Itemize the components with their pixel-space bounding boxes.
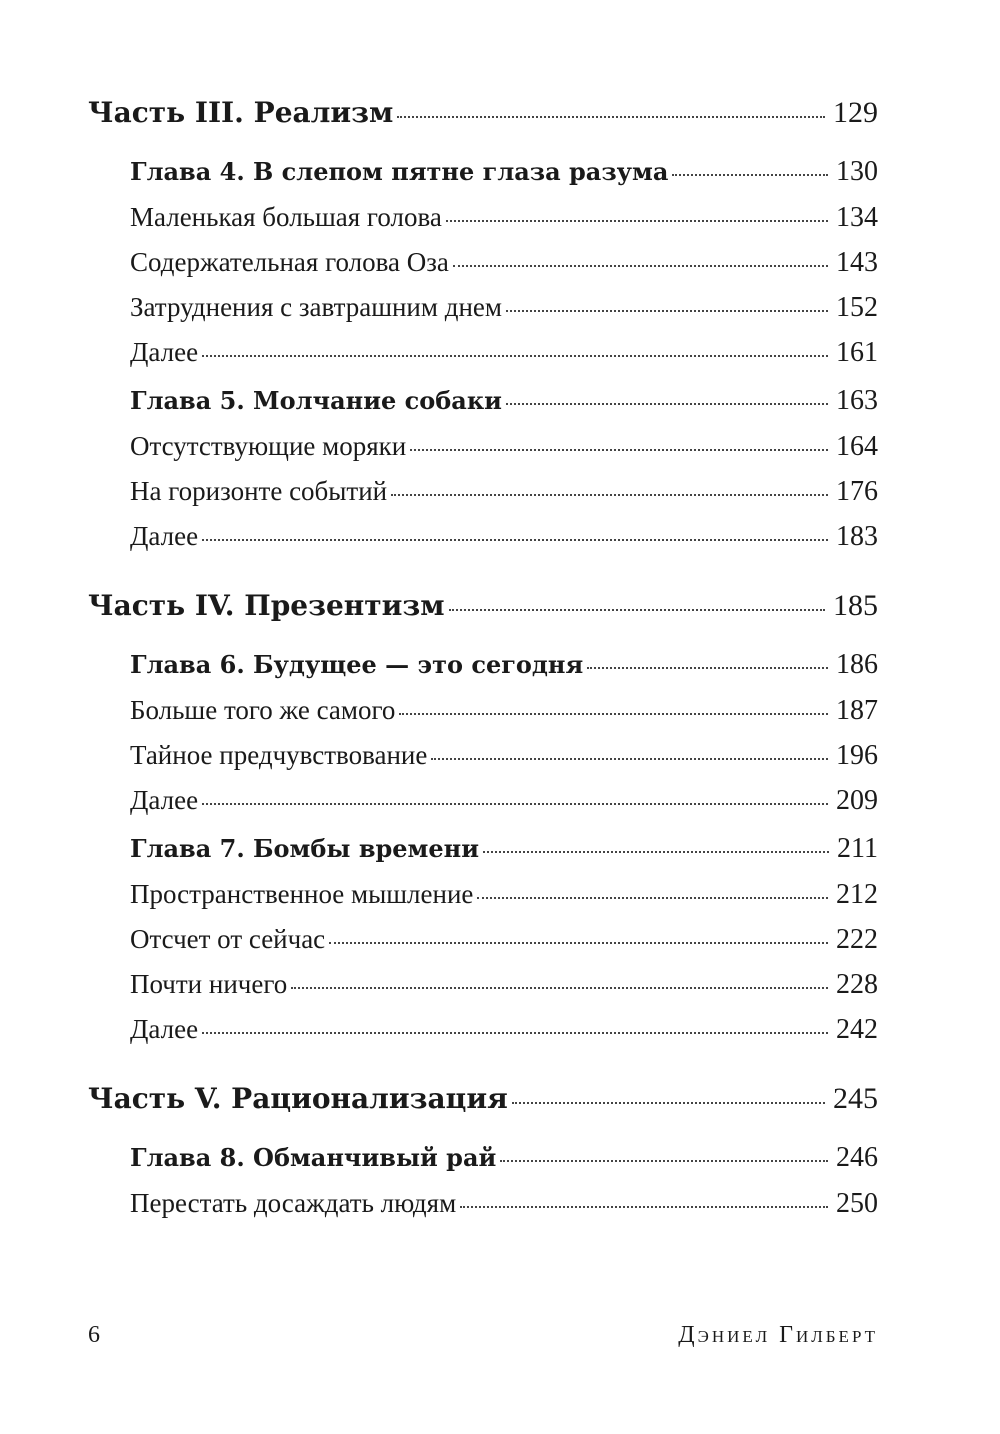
toc-page-number: 242 — [836, 1014, 878, 1045]
toc-sub-title: Далее — [130, 337, 199, 367]
toc-page-number: 163 — [836, 385, 878, 416]
dot-leader — [512, 1102, 825, 1104]
dot-leader — [460, 1206, 828, 1208]
toc-page-number: 228 — [836, 969, 878, 1000]
toc-sub-title: Отсутствующие моряки — [130, 431, 407, 461]
toc-sub-entry — [130, 202, 878, 236]
dot-leader — [500, 1160, 828, 1162]
dot-leader — [483, 851, 829, 853]
toc-sub-entry — [130, 247, 878, 281]
toc-part-entry — [88, 96, 878, 130]
toc-page-number: 196 — [836, 740, 878, 771]
toc-sub-entry — [130, 785, 878, 819]
dot-leader — [391, 494, 828, 496]
dot-leader — [506, 403, 828, 405]
toc-chapter-title: Глава 6. Будущее — это сегодня — [130, 650, 584, 679]
toc-page-number: 134 — [836, 202, 878, 233]
toc-sub-entry — [130, 431, 878, 465]
toc-page-number: 212 — [836, 879, 878, 910]
toc-sub-title: Затруднения с завтрашним днем — [130, 292, 502, 322]
dot-leader — [397, 116, 825, 118]
dot-leader — [202, 803, 828, 805]
toc-sub-title: Далее — [130, 521, 199, 551]
toc-sub-entry — [130, 1014, 878, 1048]
toc-sub-entry — [130, 1188, 878, 1222]
toc-sub-entry — [130, 292, 878, 326]
toc-sub-title: Почти ничего — [130, 969, 288, 999]
toc-sub-title: Больше того же самого — [130, 695, 396, 725]
dot-leader — [202, 355, 828, 357]
toc-page-number: 209 — [836, 785, 878, 816]
dot-leader — [449, 609, 825, 611]
dot-leader — [477, 897, 828, 899]
toc-page-number: 186 — [836, 649, 878, 680]
table-of-contents — [88, 96, 878, 1233]
toc-sub-entry — [130, 879, 878, 913]
dot-leader — [431, 758, 828, 760]
dot-leader — [291, 987, 828, 989]
toc-sub-title: Маленькая большая голова — [130, 202, 442, 232]
dot-leader — [587, 667, 828, 669]
toc-page-number: 187 — [836, 695, 878, 726]
dot-leader — [506, 310, 828, 312]
toc-sub-entry — [130, 969, 878, 1003]
toc-page-number: 250 — [836, 1188, 878, 1219]
toc-chapter-title: Глава 7. Бомбы времени — [130, 834, 480, 863]
toc-page-number: 164 — [836, 431, 878, 462]
dot-leader — [446, 220, 828, 222]
toc-sub-entry — [130, 695, 878, 729]
toc-part-title: Часть III. Реализм — [88, 96, 394, 129]
toc-page-number: 211 — [837, 833, 878, 864]
toc-sub-entry — [130, 521, 878, 555]
toc-page-number: 143 — [836, 247, 878, 278]
toc-sub-title: Тайное предчувствование — [130, 740, 428, 770]
toc-chapter-title: Глава 5. Молчание собаки — [130, 386, 502, 415]
toc-page-number: 161 — [836, 337, 878, 368]
toc-part-entry — [88, 589, 878, 623]
dot-leader — [672, 174, 828, 176]
toc-chapter-entry — [130, 385, 878, 419]
dot-leader — [410, 449, 828, 451]
toc-sub-title: Отсчет от сейчас — [130, 924, 326, 954]
toc-sub-title: Пространственное мышление — [130, 879, 474, 909]
dot-leader — [329, 942, 828, 944]
page-number: 6 — [88, 1322, 100, 1348]
toc-sub-entry — [130, 740, 878, 774]
toc-chapter-title: Глава 4. В слепом пятне глаза разума — [130, 157, 669, 186]
toc-sub-title: Перестать досаждать людям — [130, 1188, 457, 1218]
toc-page-number: 222 — [836, 924, 878, 955]
toc-part-title: Часть IV. Презентизм — [88, 589, 445, 622]
toc-sub-title: Далее — [130, 785, 199, 815]
dot-leader — [453, 265, 828, 267]
toc-sub-title: На горизонте событий — [130, 476, 388, 506]
toc-chapter-entry — [130, 833, 878, 867]
toc-page-number: 183 — [836, 521, 878, 552]
toc-sub-entry — [130, 476, 878, 510]
toc-page-number: 129 — [833, 96, 878, 129]
page-footer — [88, 1322, 878, 1349]
toc-part-title: Часть V. Рационализация — [88, 1082, 508, 1115]
toc-page-number: 176 — [836, 476, 878, 507]
toc-page-number: 246 — [836, 1142, 878, 1173]
toc-sub-entry — [130, 337, 878, 371]
dot-leader — [202, 539, 828, 541]
toc-page-number: 152 — [836, 292, 878, 323]
toc-part-entry — [88, 1082, 878, 1116]
toc-sub-title: Содержательная голова Оза — [130, 247, 449, 277]
toc-chapter-title: Глава 8. Обманчивый рай — [130, 1143, 497, 1172]
toc-sub-title: Далее — [130, 1014, 199, 1044]
dot-leader — [202, 1032, 828, 1034]
toc-page-number: 185 — [833, 589, 878, 622]
toc-sub-entry — [130, 924, 878, 958]
toc-page-number: 245 — [833, 1082, 878, 1115]
toc-chapter-entry — [130, 1142, 878, 1176]
dot-leader — [399, 713, 828, 715]
toc-page-number: 130 — [836, 156, 878, 187]
running-head-author: Дэниел Гилберт — [678, 1322, 878, 1348]
toc-chapter-entry — [130, 649, 878, 683]
toc-chapter-entry — [130, 156, 878, 190]
